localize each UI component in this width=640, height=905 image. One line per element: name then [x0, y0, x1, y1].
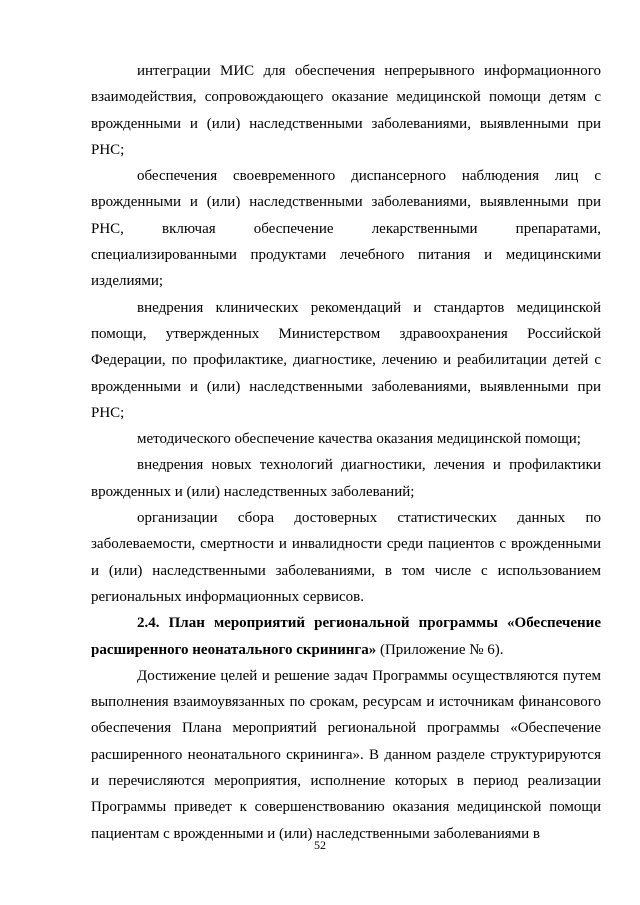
paragraph-statistics-collection: организации сбора достоверных статистических данных по заболеваемости, смертности и инвалидности среди пациентов с врожденными и (или) наследственными заболеваниями, в том числе с использованием региональных информационных сервисов.: [91, 510, 601, 605]
paragraph-quality-assurance: методического обеспечение качества оказания медицинской помощи;: [137, 431, 581, 448]
paragraph-program-goals: Достижение целей и решение задач Программы осуществляются путем выполнения взаимоувязанных по срокам, ресурсам и источникам финансового обеспечения Плана мероприятий региональной программы «Обеспечение расширенного неонатального скрининга». В данном разделе структурируются и перечисляются мероприятия, исполнение которых в период реализации Программы приведет к совершенствованию оказания медицинской помощи пациентам с врожденными и (или) наследственными заболеваниями в: [91, 667, 601, 842]
paragraph-mis-integration: интеграции МИС для обеспечения непрерывного информационного взаимодействия, сопровождающего оказание медицинской помощи детям с врожденными и (или) наследственными заболеваниями, выявленными при РНС;: [91, 63, 601, 158]
page-number: 52: [314, 838, 326, 852]
section-heading: [91, 610, 601, 663]
section-heading-title: 2.4. План мероприятий региональной программы «Обеспечение расширенного неонатального скрининга»: [91, 615, 601, 658]
paragraph-dispensary-observation: обеспечения своевременного диспансерного наблюдения лиц с врожденными и (или) наследственными заболеваниями, выявленными при РНС, включая обеспечение лекарственными препаратами, специализированными продуктами лечебного питания и медицинскими изделиями;: [91, 168, 601, 290]
body-text: [91, 58, 601, 847]
section-heading-appendix-ref: (Приложение № 6).: [376, 641, 504, 658]
paragraph-new-technologies: внедрения новых технологий диагностики, лечения и профилактики врожденных и (или) наследственных заболеваний;: [91, 457, 601, 500]
paragraph-clinical-guidelines: внедрения клинических рекомендаций и стандартов медицинской помощи, утвержденных Министерством здравоохранения Российской Федерации, по профилактике, диагностике, лечению и реабилитации детей с врожденными и (или) наследственными заболеваниями, выявленными при РНС;: [91, 299, 601, 421]
